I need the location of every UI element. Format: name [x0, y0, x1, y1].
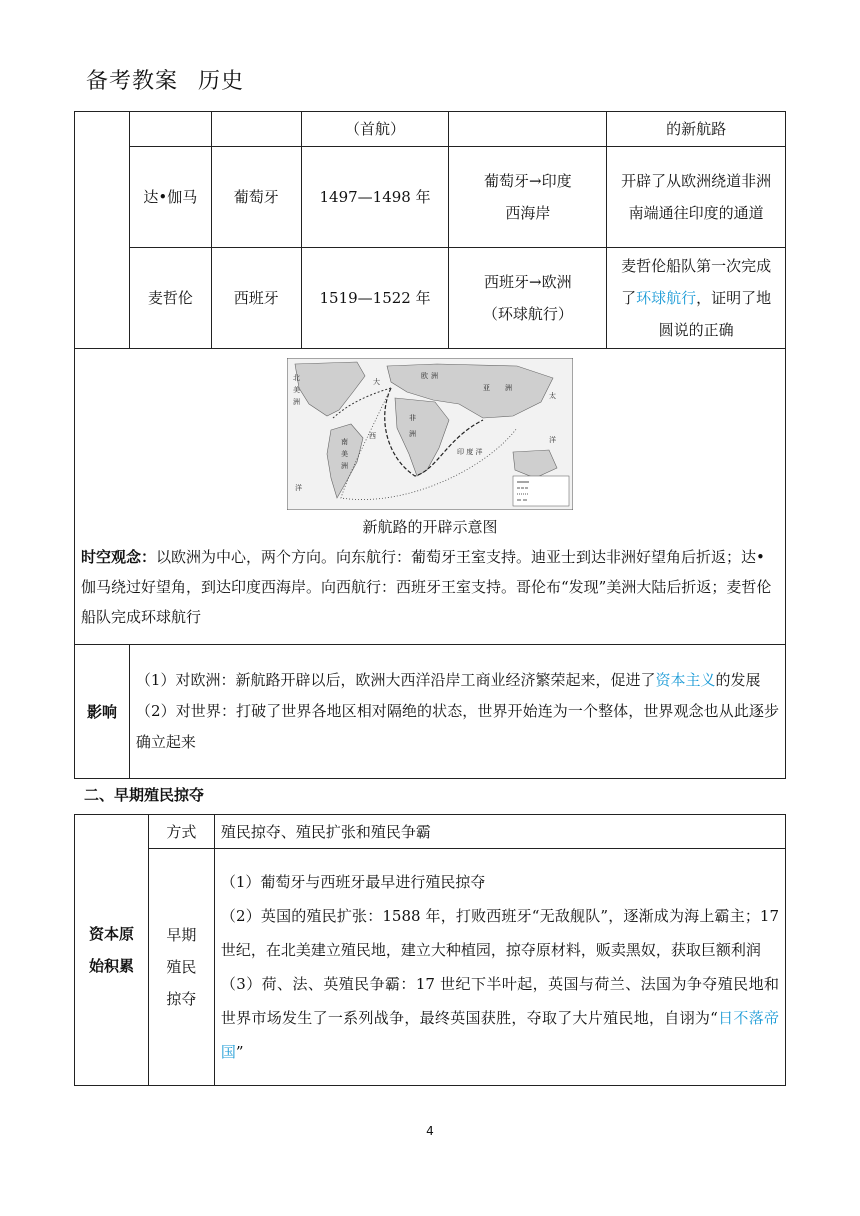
- route-line-1: 西班牙→欧洲: [484, 273, 572, 291]
- map-label: 欧: [421, 371, 428, 380]
- map-label: 洲: [409, 429, 416, 438]
- table-row: [75, 147, 786, 248]
- main-label-cell: 资本原 始积累: [75, 815, 149, 1086]
- early-content: [214, 849, 785, 1086]
- result-highlight: 环球航行: [636, 289, 697, 307]
- map-label: 洋: [549, 435, 556, 444]
- result-text-b: ，证明了地圆说的正确: [658, 289, 772, 339]
- map-label: 洲: [293, 397, 300, 406]
- map-label: 西: [369, 431, 376, 440]
- person-cell: 麦哲伦: [129, 248, 211, 349]
- page-header: [86, 64, 244, 95]
- map-label: 非: [409, 413, 416, 422]
- map-legend-box: [513, 476, 569, 506]
- early-label: 早期 殖民 掠夺: [148, 849, 214, 1086]
- map-label: 洲: [431, 371, 438, 380]
- impact-label: 影响: [75, 645, 130, 779]
- route-cell: [449, 248, 607, 349]
- map-label: 美: [341, 449, 348, 458]
- country-cell: 葡萄牙: [211, 147, 301, 248]
- map-label: 北: [293, 373, 300, 382]
- new-routes-map: [287, 358, 573, 510]
- map-caption: 新航路的开辟示意图: [362, 517, 498, 536]
- early-point-1: （1）葡萄牙与西班牙最早进行殖民掠夺: [220, 873, 486, 891]
- route-line-2: 西海岸: [505, 204, 551, 222]
- result-text-a: 麦哲伦船队第一次完成了: [621, 257, 772, 307]
- voyages-table: [74, 111, 786, 779]
- map-label: 太: [549, 391, 556, 400]
- left-blank-cell: [75, 112, 130, 349]
- map-label: 亚: [483, 383, 490, 392]
- impact-2: （2）对世界：打破了世界各地区相对隔绝的状态，世界开始连为一个整体，世界观念也从此逐步确立起来: [135, 702, 779, 751]
- map-label: 美: [293, 385, 300, 394]
- map-label: 洋: [295, 483, 302, 492]
- concept-label: 时空观念：: [81, 547, 157, 566]
- early-point-3: （3）荷、法、英殖民争霸：17 世纪下半叶起，英国与荷兰、法国为争夺殖民地和世界市场发生了一系列战争，最终英国获胜，夺取了大片殖民地，自诩为“日不落帝国”: [220, 975, 779, 1061]
- section-2-title: 二、早期殖民掠夺: [84, 786, 205, 804]
- table-row: [75, 248, 786, 349]
- way-label: 方式: [148, 815, 214, 849]
- empire-highlight: 日不落帝国: [220, 1009, 779, 1061]
- map-label: 洲: [341, 461, 348, 470]
- result-cell: 的新航路: [607, 112, 786, 147]
- route-line-1: 葡萄牙→印度: [484, 172, 572, 190]
- early-point-2: （2）英国的殖民扩张：1588 年，打败西班牙“无敌舰队”，逐渐成为海上霸主；17 世纪，在北美建立殖民地，建立大种植园，掠夺原材料，贩卖黑奴，获取巨额利润: [220, 907, 779, 959]
- route-cell: [449, 147, 607, 248]
- person-cell: 达•伽马: [129, 147, 211, 248]
- impact-highlight: 资本主义: [655, 671, 716, 689]
- header-title-left: 备考教案: [86, 69, 179, 94]
- map-label: 洲: [505, 383, 512, 392]
- impact-text: [129, 645, 785, 779]
- concept-text: 以欧洲为中心，两个方向。向东航行：葡萄牙王室支持。迪亚士到达非洲好望角后折返；达•伽马绕过好望角，到达印度西海岸。向西航行：西班牙王室支持。哥伦布“发现”美洲大陆后折返；麦哲伦船队完成环球航行: [81, 547, 772, 626]
- result-cell: 开辟了从欧洲绕道非洲南端通往印度的通道: [607, 147, 786, 248]
- map-label: 印 度 洋: [457, 447, 483, 456]
- result-cell: [607, 248, 786, 349]
- way-value: 殖民掠夺、殖民扩张和殖民争霸: [214, 815, 785, 849]
- page-number: 4: [426, 1124, 434, 1138]
- map-label: 大: [373, 377, 380, 386]
- colonial-table: [74, 814, 786, 1086]
- impact-1: （1）对欧洲：新航路开辟以后，欧洲大西洋沿岸工商业经济繁荣起来，促进了资本主义的发展: [135, 671, 761, 689]
- time-cell: 1497—1498 年: [301, 147, 449, 248]
- country-cell: 西班牙: [211, 248, 301, 349]
- header-title-right: 历史: [198, 69, 245, 94]
- time-cell: （首航）: [301, 112, 449, 147]
- map-label: 南: [341, 437, 348, 446]
- time-cell: 1519—1522 年: [301, 248, 449, 349]
- route-line-2: （环球航行）: [482, 305, 573, 323]
- map-cell: [75, 349, 786, 645]
- concept-paragraph: [75, 542, 785, 636]
